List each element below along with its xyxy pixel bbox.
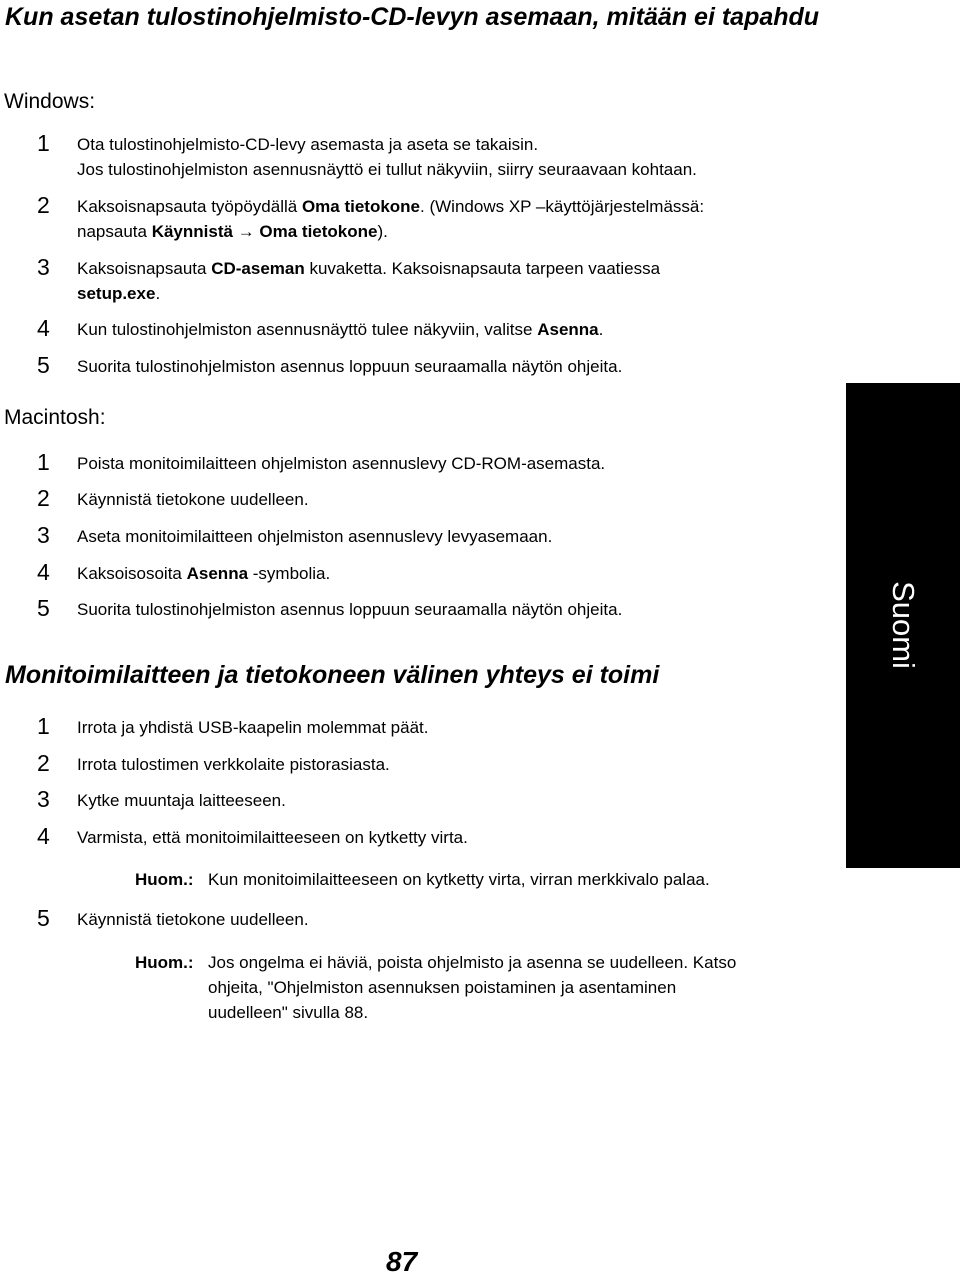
step-text: Käynnistä tietokone uudelleen.: [77, 910, 309, 929]
step-text: Varmista, että monitoimilaitteeseen on kytketty virta.: [77, 828, 468, 847]
step-text: Poista monitoimilaitteen ohjelmiston asennuslevy CD-ROM-asemasta.: [77, 454, 606, 473]
step-text: Kaksoisnapsauta työpöydällä: [77, 197, 302, 216]
step-text: Käynnistä tietokone uudelleen.: [77, 490, 309, 509]
step-text: Suorita tulostinohjelmiston asennus loppuun seuraamalla näytön ohjeita.: [77, 357, 623, 376]
step-text-line: Jos tulostinohjelmiston asennusnäyttö ei tullut näkyviin, siirry seuraavaan kohtaan.: [77, 160, 697, 179]
step-text: .: [598, 320, 604, 339]
page-number: 87: [386, 1246, 418, 1277]
step-number: 5: [37, 352, 50, 378]
step-number: 5: [37, 595, 50, 621]
note-text-line: ohjeita, "Ohjelmiston asennuksen poistaminen ja asentaminen: [208, 978, 677, 997]
step-text: -symbolia.: [248, 564, 331, 583]
step-number: 5: [37, 905, 50, 931]
arrow-right-icon: →: [232, 222, 260, 241]
step-text: Kaksoisnapsauta: [77, 259, 212, 278]
step-text-line: Ota tulostinohjelmisto-CD-levy asemasta ja aseta se takaisin.: [77, 135, 539, 154]
note-text: Kun monitoimilaitteeseen on kytketty virta, virran merkkivalo palaa.: [208, 870, 710, 889]
step-number: 2: [37, 192, 50, 218]
step-number: 4: [37, 315, 50, 341]
step-text: Suorita tulostinohjelmiston asennus loppuun seuraamalla näytön ohjeita.: [77, 600, 623, 619]
note-label: Huom.:: [135, 870, 194, 889]
bold-term: Asenna: [537, 320, 599, 339]
step-text: ).: [377, 222, 388, 241]
bold-term: Käynnistä: [151, 222, 233, 241]
section-heading-cd-not-starting: Kun asetan tulostinohjelmisto-CD-levyn asemaan, mitään ei tapahdu: [5, 3, 820, 31]
subheading-macintosh: Macintosh:: [4, 406, 106, 429]
section-heading-connection: Monitoimilaitteen ja tietokoneen välinen yhteys ei toimi: [5, 661, 660, 689]
step-text: kuvaketta. Kaksoisnapsauta tarpeen vaatiessa: [304, 259, 661, 278]
step-text: napsauta: [77, 222, 152, 241]
step-text: Irrota tulostimen verkkolaite pistorasiasta.: [77, 755, 390, 774]
step-number: 3: [37, 786, 50, 812]
bold-term: Asenna: [186, 564, 249, 583]
note-text-line: uudelleen" sivulla 88.: [208, 1003, 369, 1022]
step-text: . (Windows XP –käyttöjärjestelmässä:: [420, 197, 705, 216]
step-number: 4: [37, 559, 50, 585]
bold-term: setup.exe: [77, 284, 156, 303]
step-number: 3: [37, 254, 50, 280]
step-number: 4: [37, 823, 50, 849]
subheading-windows: Windows:: [4, 90, 96, 113]
bold-term: Oma tietokone: [259, 222, 378, 241]
step-number: 2: [37, 750, 50, 776]
step-text: Irrota ja yhdistä USB-kaapelin molemmat päät.: [77, 718, 429, 737]
step-number: 2: [37, 485, 50, 511]
language-side-tab: [846, 383, 960, 868]
step-number: 1: [37, 449, 50, 475]
step-number: 1: [37, 130, 50, 156]
step-text: Kaksoisosoita: [77, 564, 187, 583]
note-text-line: Jos ongelma ei häviä, poista ohjelmisto ja asenna se uudelleen. Katso: [208, 953, 737, 972]
step-number: 1: [37, 713, 50, 739]
language-tab-label: Suomi: [886, 581, 921, 669]
step-text: Kun tulostinohjelmiston asennusnäyttö tulee näkyviin, valitse: [77, 320, 538, 339]
note-label: Huom.:: [135, 953, 194, 972]
bold-term: CD-aseman: [211, 259, 305, 278]
step-text: Aseta monitoimilaitteen ohjelmiston asennuslevy levyasemaan.: [77, 527, 553, 546]
step-number: 3: [37, 522, 50, 548]
bold-term: Oma tietokone: [301, 197, 421, 216]
step-text: Kytke muuntaja laitteeseen.: [77, 791, 286, 810]
step-text: .: [155, 284, 161, 303]
